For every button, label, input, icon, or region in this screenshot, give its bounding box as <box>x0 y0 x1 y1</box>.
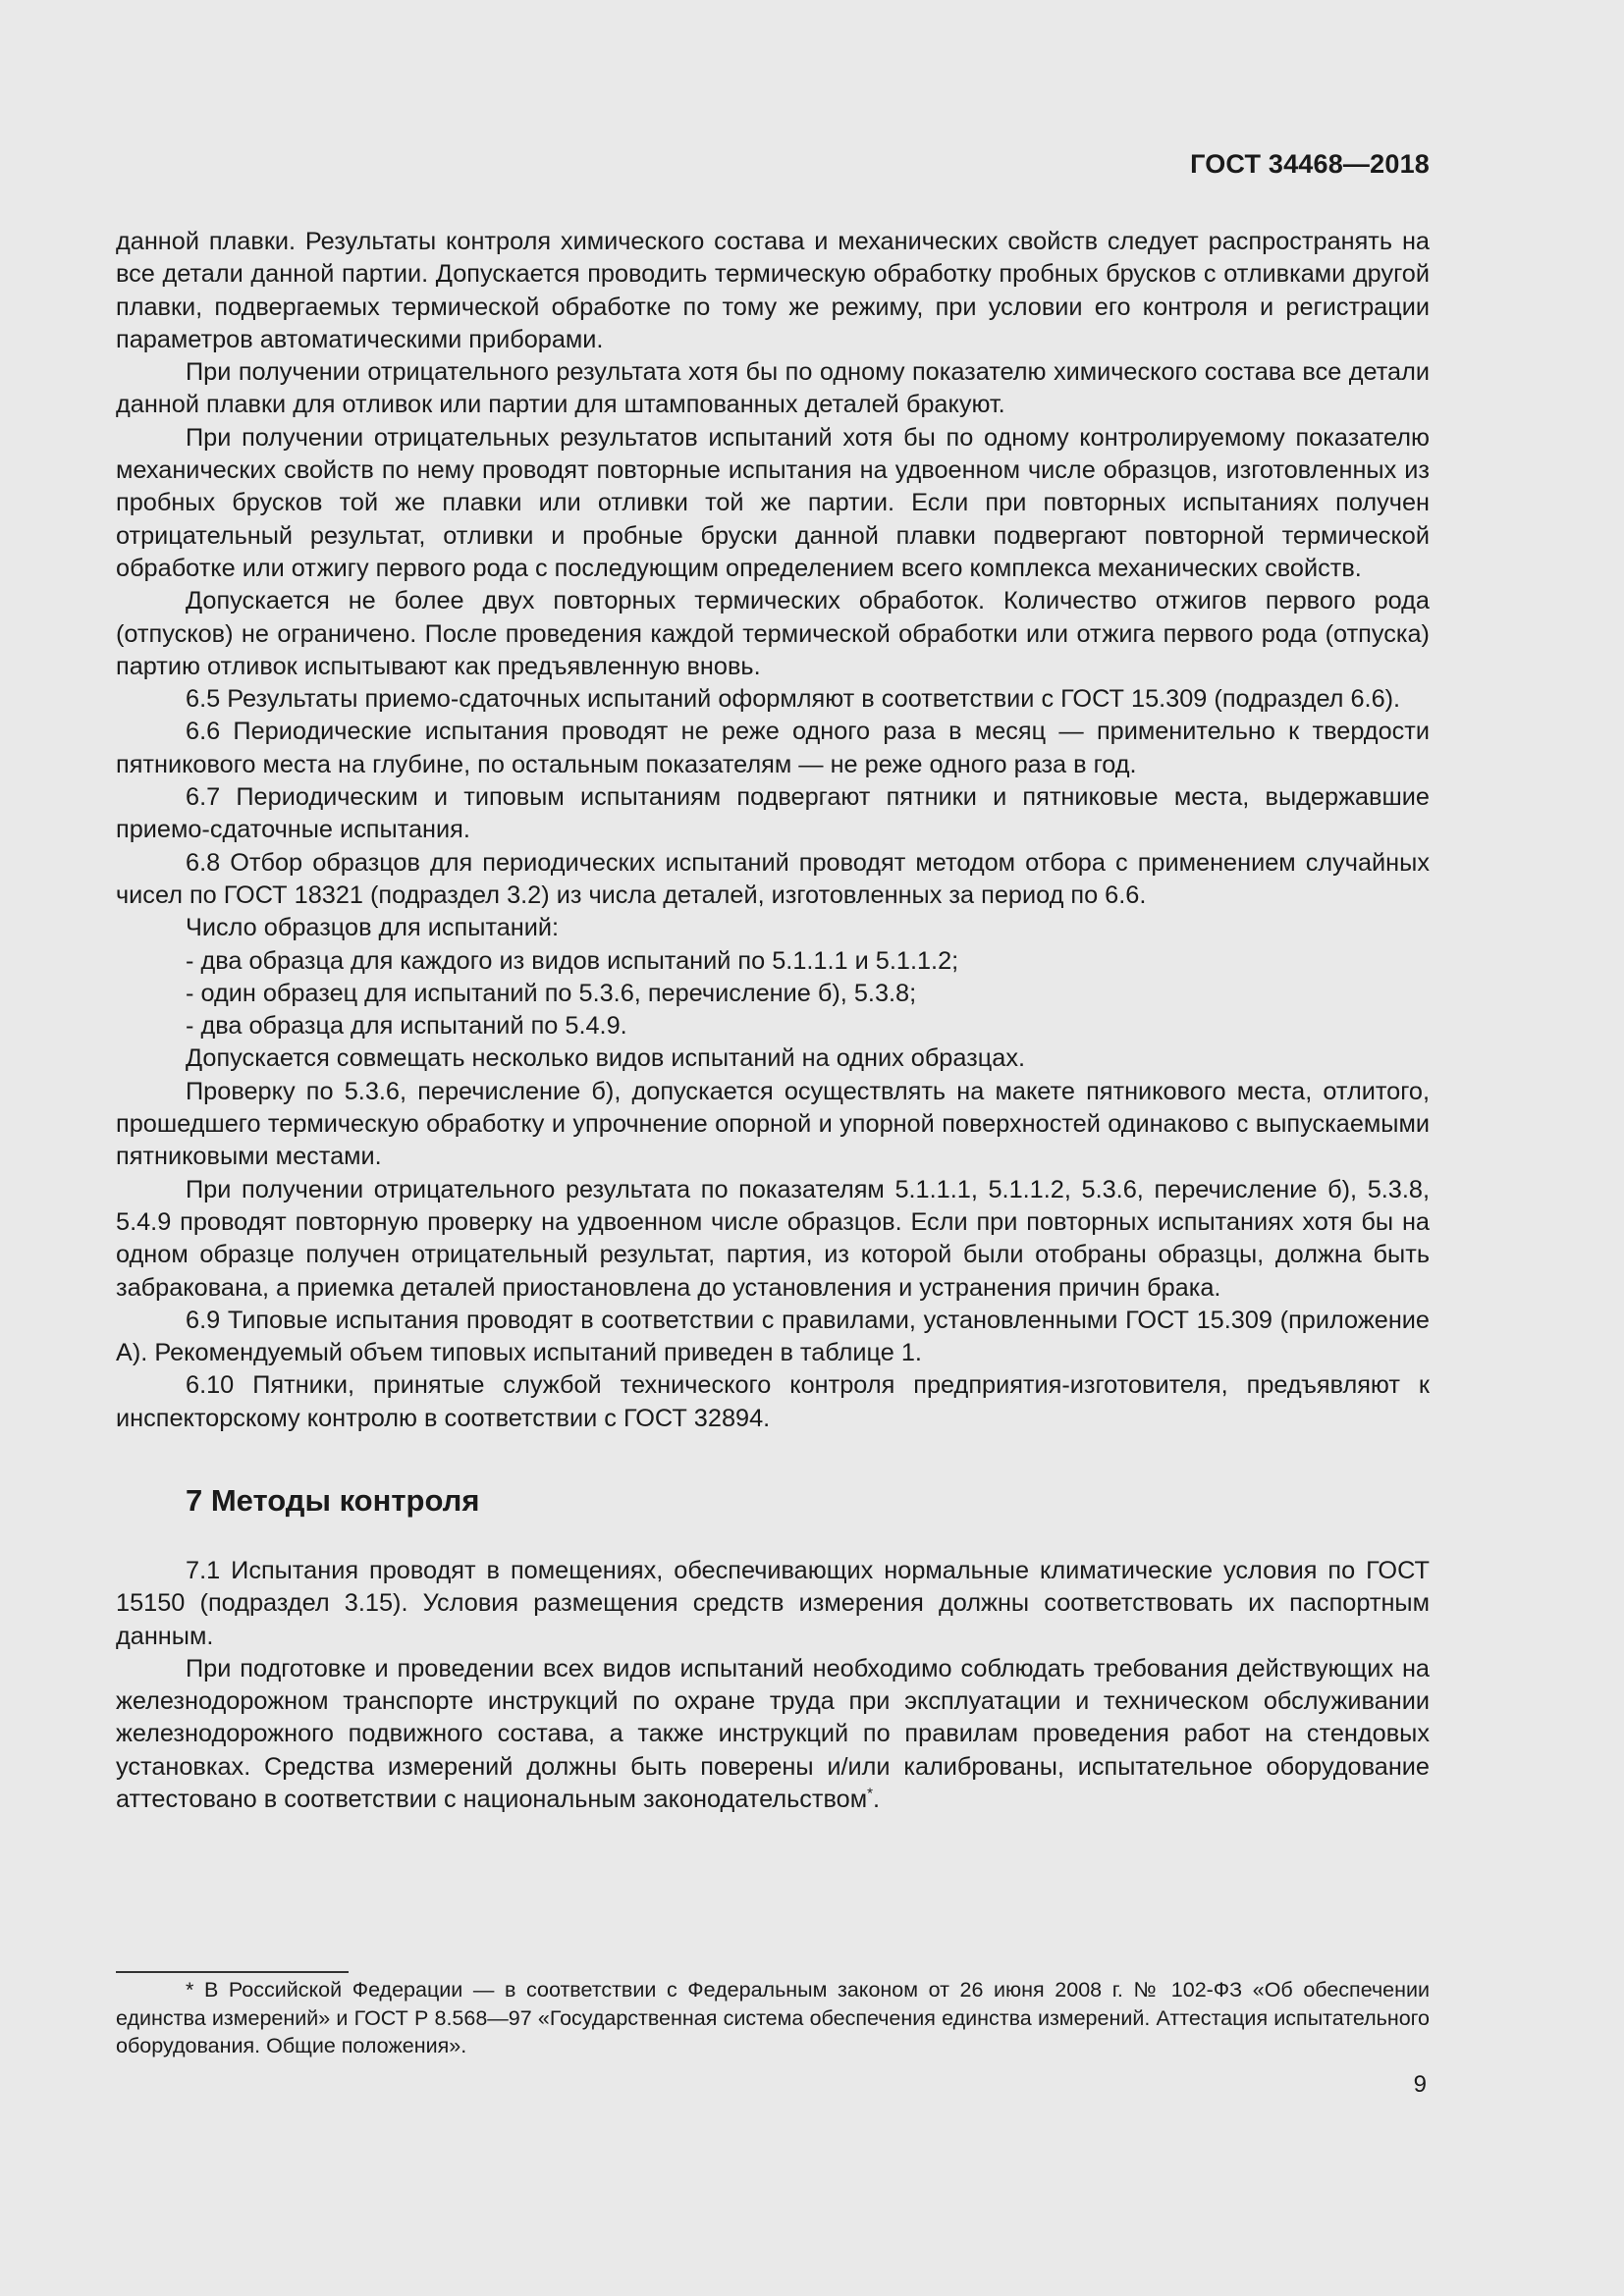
clause-6-6: 6.6 Периодические испытания проводят не реже одного раза в месяц — применительно к твердости пятникового места на глубине, по остальным показателям — не реже одного раза в год. <box>116 718 1430 778</box>
paragraph-repeat-check: При получении отрицательного результата по показателям 5.1.1.1, 5.1.1.2, 5.3.6, перечисление б), 5.3.8, 5.4.9 проводят повторную проверку на удвоенном числе образцов. Если при повторных испытаниях хотя бы на одном образце получен отрицательный результат, партия, из которой были отобраны образцы, должна быть забракована, а приемка деталей приостановлена до установления и устранения причин брака. <box>116 1175 1430 1302</box>
main-content <box>116 226 1430 1816</box>
sample-count-intro: Число образцов для испытаний: <box>186 914 560 942</box>
footnote <box>116 1976 1430 2060</box>
paragraph-combined-tests: Допускается совмещать несколько видов испытаний на одних образцах. <box>186 1044 1025 1073</box>
page-number: 9 <box>1413 2071 1427 2098</box>
paragraph-heat-treatment-limit: Допускается не более двух повторных термических обработок. Количество отжигов первого рода (отпусков) не ограничено. После проведения каждой термической обработки или отжига первого рода (отпуска) партию отливок испытывают как предъявленную вновь. <box>116 587 1430 680</box>
paragraph-continued: данной плавки. Результаты контроля химического состава и механических свойств следует распространять на все детали данной партии. Допускается проводить термическую обработку пробных брусков с отливками другой плавки, подвергаемых термической обработке по тому же режиму, при условии его контроля и регистрации параметров автоматическими приборами. <box>116 228 1430 353</box>
clause-6-7: 6.7 Периодическим и типовым испытаниям подвергают пятники и пятниковые места, выдержавшие приемо-сдаточные испытания. <box>116 783 1430 844</box>
list-item: - два образца для испытаний по 5.4.9. <box>186 1012 627 1041</box>
paragraph-mechanical-negative: При получении отрицательных результатов испытаний хотя бы по одному контролируемому показателю механических свойств по нему проводят повторные испытания на удвоенном числе образцов, изготовленных из пробных брусков той же плавки или отливки той же партии. Если при повторных испытаниях получен отрицательный результат, отливки и пробные бруски данной плавки подвергают повторной термической обработке или отжигу первого рода с последующим определением всего комплекса механических свойств. <box>116 423 1430 582</box>
paragraph-chemical-negative: При получении отрицательного результата хотя бы по одному показателю химического состава все детали данной плавки для отливок или партии для штампованных деталей бракуют. <box>116 358 1430 419</box>
paragraph-mockup-check: Проверку по 5.3.6, перечисление б), допускается осуществлять на макете пятникового места, отлитого, прошедшего термическую обработку и упрочнение опорной и упорной поверхностей одинаково с выпускаемыми пятниковыми местами. <box>116 1077 1430 1171</box>
footnote-text: * В Российской Федерации — в соответствии с Федеральным законом от 26 июня 2008 г. № 102-ФЗ «Об обеспечении единства измерений» и ГОСТ Р 8.568—97 «Государственная система обеспечения единства измерений. Аттестация испытательного оборудования. Общие положения». <box>116 1978 1430 2057</box>
sentence-end: . <box>872 1786 880 1814</box>
clause-6-10: 6.10 Пятники, принятые службой технического контроля предприятия-изготовителя, предъявляют к инспекторскому контролю в соответствии с ГОСТ 32894. <box>116 1371 1430 1432</box>
clause-6-9: 6.9 Типовые испытания проводят в соответствии с правилами, установленными ГОСТ 15.309 (приложение А). Рекомендуемый объем типовых испытаний приведен в таблице 1. <box>116 1306 1430 1367</box>
section-7-title: 7 Методы контроля <box>186 1482 480 1518</box>
paragraph-safety-requirements <box>116 1653 1430 1816</box>
clause-7-1: 7.1 Испытания проводят в помещениях, обеспечивающих нормальные климатические условия по ГОСТ 15150 (подраздел 3.15). Условия размещения средств измерения должны соответствовать их паспортным данным. <box>116 1556 1430 1650</box>
clause-6-8: 6.8 Отбор образцов для периодических испытаний проводят методом отбора с применением случайных чисел по ГОСТ 18321 (подраздел 3.2) из числа деталей, изготовленных за период по 6.6. <box>116 848 1430 909</box>
document-code-header: ГОСТ 34468—2018 <box>1190 149 1430 179</box>
list-item: - два образца для каждого из видов испытаний по 5.1.1.1 и 5.1.1.2; <box>186 946 959 975</box>
footnote-marker: * <box>867 1785 873 1802</box>
footnote-divider <box>116 1971 349 1973</box>
clause-6-5: 6.5 Результаты приемо-сдаточных испытаний оформляют в соответствии с ГОСТ 15.309 (подраздел 6.6). <box>186 685 1401 714</box>
safety-text: При подготовке и проведении всех видов испытаний необходимо соблюдать требования действующих на железнодорожном транспорте инструкций по охране труда при эксплуатации и техническом обслуживании железнодорожного подвижного состава, а также инструкций по правилам проведения работ на стендовых установках. Средства измерений должны быть поверены и/или калиброваны, испытательное оборудование аттестовано в соответствии с национальным законодательством <box>116 1654 1430 1814</box>
list-item: - один образец для испытаний по 5.3.6, перечисление б), 5.3.8; <box>186 979 917 1007</box>
